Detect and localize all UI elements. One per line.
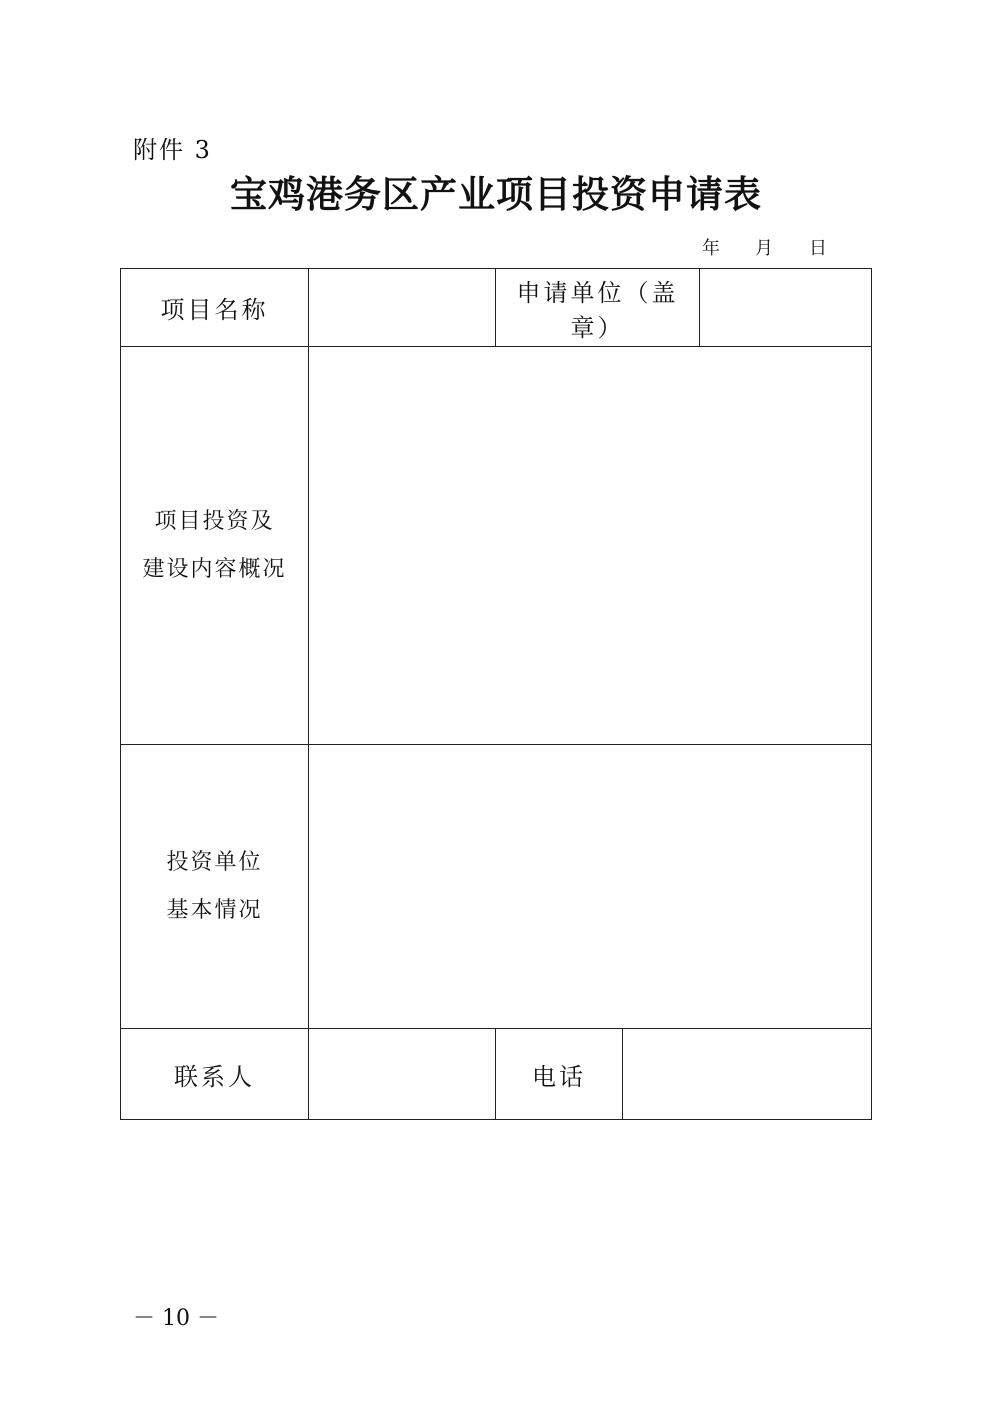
table-row-investor-info: [121, 745, 872, 1029]
phone-field[interactable]: [623, 1029, 872, 1120]
table-row-investment-overview: [121, 347, 872, 745]
investor-info-label: [121, 745, 309, 1029]
page-number: － 10 －: [133, 1306, 219, 1331]
investment-overview-label-line2: 建设内容概况: [142, 556, 287, 582]
investment-overview-field[interactable]: [309, 347, 872, 745]
applicant-unit-label: 申请单位（盖章）: [496, 269, 700, 347]
investor-info-label-line1: 投资单位: [166, 849, 263, 875]
date-line: [692, 233, 842, 265]
investment-overview-label-line1: 项目投资及: [154, 508, 275, 534]
application-form-table: [120, 268, 872, 1120]
page-title: 宝鸡港务区产业项目投资申请表: [230, 172, 762, 216]
project-name-label: 项目名称: [121, 269, 309, 347]
table-row-project-name: [121, 269, 872, 347]
phone-label: 电话: [496, 1029, 623, 1120]
attachment-label: 附件 3: [133, 136, 212, 164]
date-year-label: 年: [702, 238, 720, 259]
applicant-unit-field[interactable]: [700, 269, 872, 347]
date-month-label: 月: [755, 238, 773, 259]
contact-person-label: 联系人: [121, 1029, 309, 1120]
investor-info-label-line2: 基本情况: [166, 897, 263, 923]
project-name-field[interactable]: [309, 269, 496, 347]
date-day-label: 日: [809, 238, 827, 259]
investor-info-field[interactable]: [309, 745, 872, 1029]
table-row-contact: [121, 1029, 872, 1120]
investment-overview-label: [121, 347, 309, 745]
contact-person-field[interactable]: [309, 1029, 496, 1120]
